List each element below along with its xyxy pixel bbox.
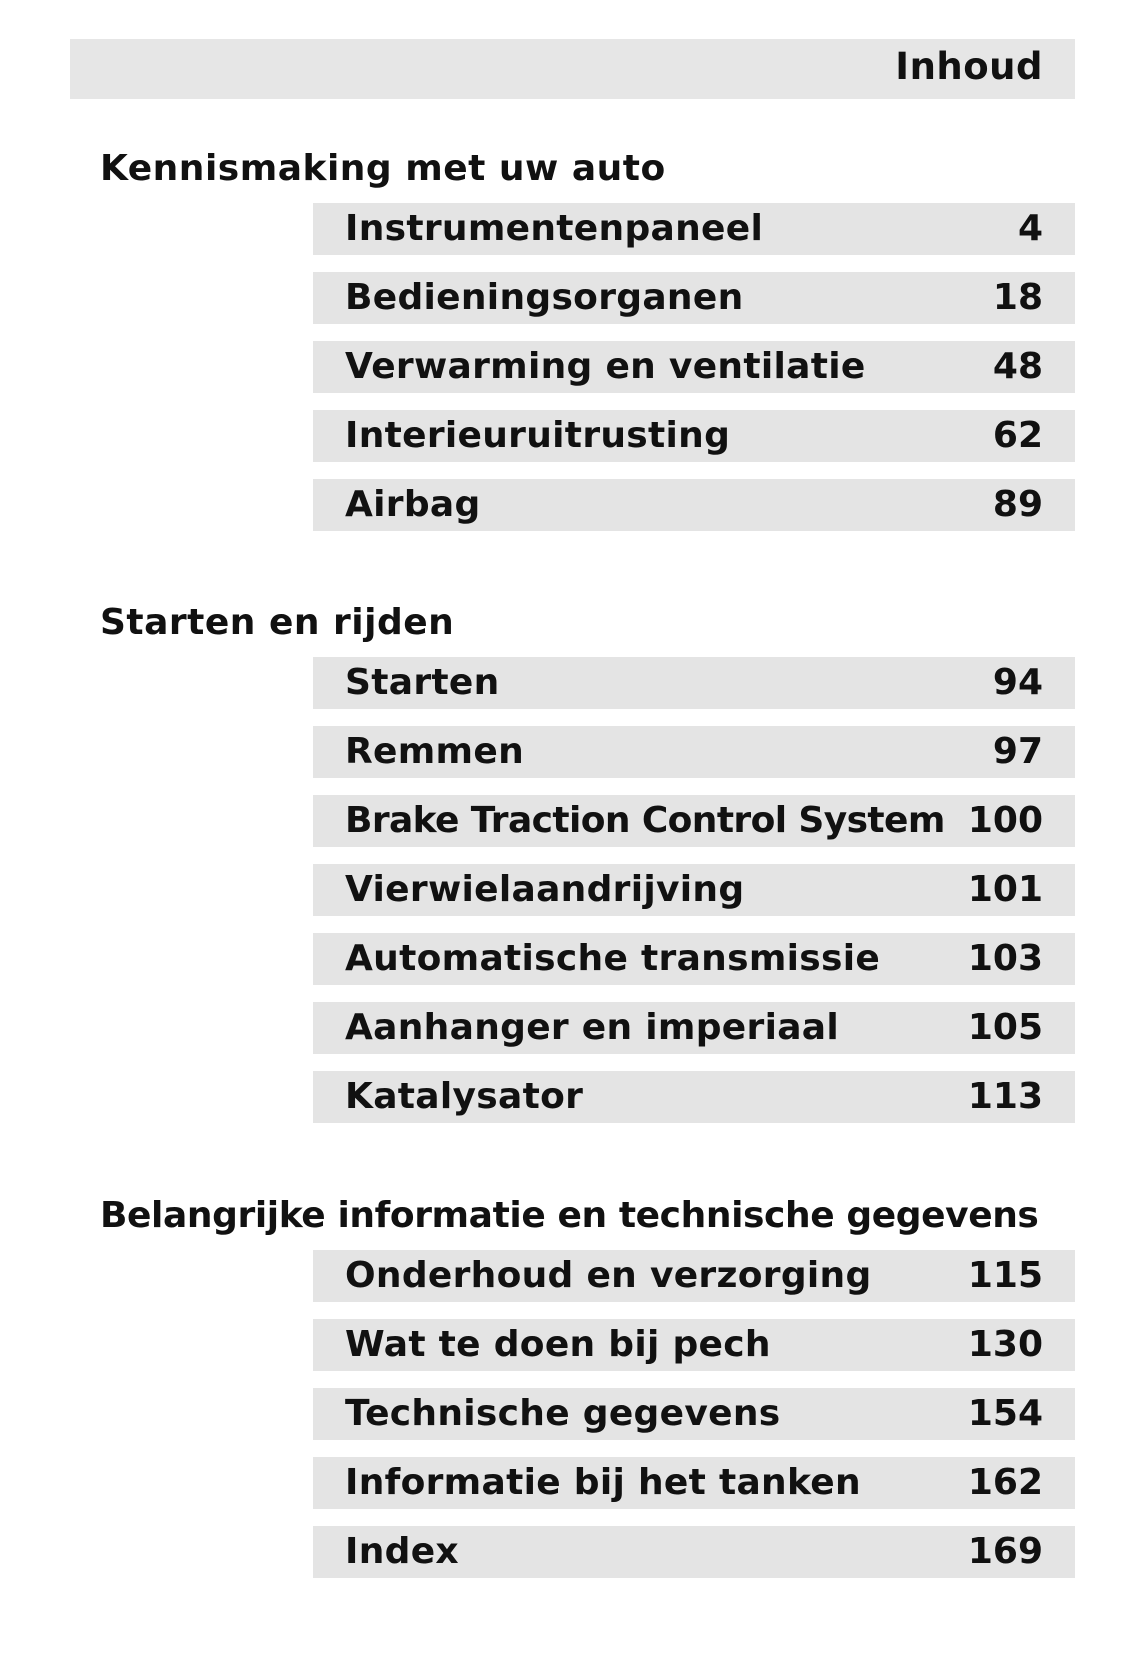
toc-entry-label: Informatie bij het tanken <box>345 1462 861 1503</box>
toc-entry-page: 101 <box>967 869 1043 910</box>
toc-entry-page: 113 <box>967 1076 1043 1117</box>
toc-entry-page: 154 <box>967 1393 1043 1434</box>
toc-entry[interactable] <box>313 410 1075 462</box>
toc-entry[interactable] <box>313 726 1075 778</box>
toc-entry[interactable] <box>313 795 1075 847</box>
toc-entry[interactable] <box>313 1002 1075 1054</box>
toc-section-starten <box>100 597 1090 1140</box>
toc-entry[interactable] <box>313 933 1075 985</box>
toc-entry-label: Onderhoud en verzorging <box>345 1255 872 1296</box>
toc-entry-label: Wat te doen bij pech <box>345 1324 771 1365</box>
toc-entry[interactable] <box>313 1319 1075 1371</box>
page-title: Inhoud <box>895 45 1043 88</box>
toc-entry-page: 162 <box>967 1462 1043 1503</box>
toc-entry[interactable] <box>313 657 1075 709</box>
toc-entry-label: Verwarming en ventilatie <box>345 346 866 387</box>
toc-entry[interactable] <box>313 203 1075 255</box>
toc-section-belangrijke-informatie <box>100 1190 1090 1595</box>
toc-entry-page: 97 <box>992 731 1043 772</box>
toc-entry-label: Brake Traction Control System <box>345 800 945 841</box>
toc-entry-page: 4 <box>1017 208 1043 249</box>
toc-entry[interactable] <box>313 272 1075 324</box>
toc-entry-label: Automatische transmissie <box>345 938 881 979</box>
toc-entry-page: 103 <box>967 938 1043 979</box>
toc-entry-page: 105 <box>967 1007 1043 1048</box>
toc-entry-label: Remmen <box>345 731 525 772</box>
toc-entry-page: 94 <box>992 662 1043 703</box>
toc-entry-label: Index <box>345 1531 459 1572</box>
header-bar <box>70 39 1075 99</box>
toc-entry[interactable] <box>313 1388 1075 1440</box>
toc-entry-page: 48 <box>992 346 1043 387</box>
toc-entry-label: Katalysator <box>345 1076 584 1117</box>
toc-entry[interactable] <box>313 1457 1075 1509</box>
toc-entry-label: Bedieningsorganen <box>345 277 744 318</box>
toc-entry-label: Airbag <box>345 484 481 525</box>
toc-entry-label: Starten <box>345 662 500 703</box>
toc-entry[interactable] <box>313 864 1075 916</box>
toc-entry-page: 18 <box>992 277 1043 318</box>
section-title: Kennismaking met uw auto <box>100 148 666 189</box>
toc-entry-label: Technische gegevens <box>345 1393 781 1434</box>
toc-entry[interactable] <box>313 1526 1075 1578</box>
toc-entry-page: 89 <box>992 484 1043 525</box>
toc-entry-page: 100 <box>967 800 1043 841</box>
section-title: Starten en rijden <box>100 602 455 643</box>
toc-entry-page: 169 <box>967 1531 1043 1572</box>
toc-entry[interactable] <box>313 341 1075 393</box>
toc-entry[interactable] <box>313 479 1075 531</box>
toc-entry-label: Vierwielaandrijving <box>345 869 745 910</box>
toc-entry[interactable] <box>313 1250 1075 1302</box>
toc-entry-label: Interieuruitrusting <box>345 415 731 456</box>
section-title: Belangrijke informatie en technische gegevens <box>100 1195 1039 1236</box>
toc-entry-label: Aanhanger en imperiaal <box>345 1007 840 1048</box>
toc-entry-label: Instrumentenpaneel <box>345 208 764 249</box>
toc-entry-page: 62 <box>992 415 1043 456</box>
toc-entry[interactable] <box>313 1071 1075 1123</box>
toc-entry-page: 130 <box>967 1324 1043 1365</box>
toc-entry-page: 115 <box>967 1255 1043 1296</box>
toc-section-kennismaking <box>100 143 1090 548</box>
